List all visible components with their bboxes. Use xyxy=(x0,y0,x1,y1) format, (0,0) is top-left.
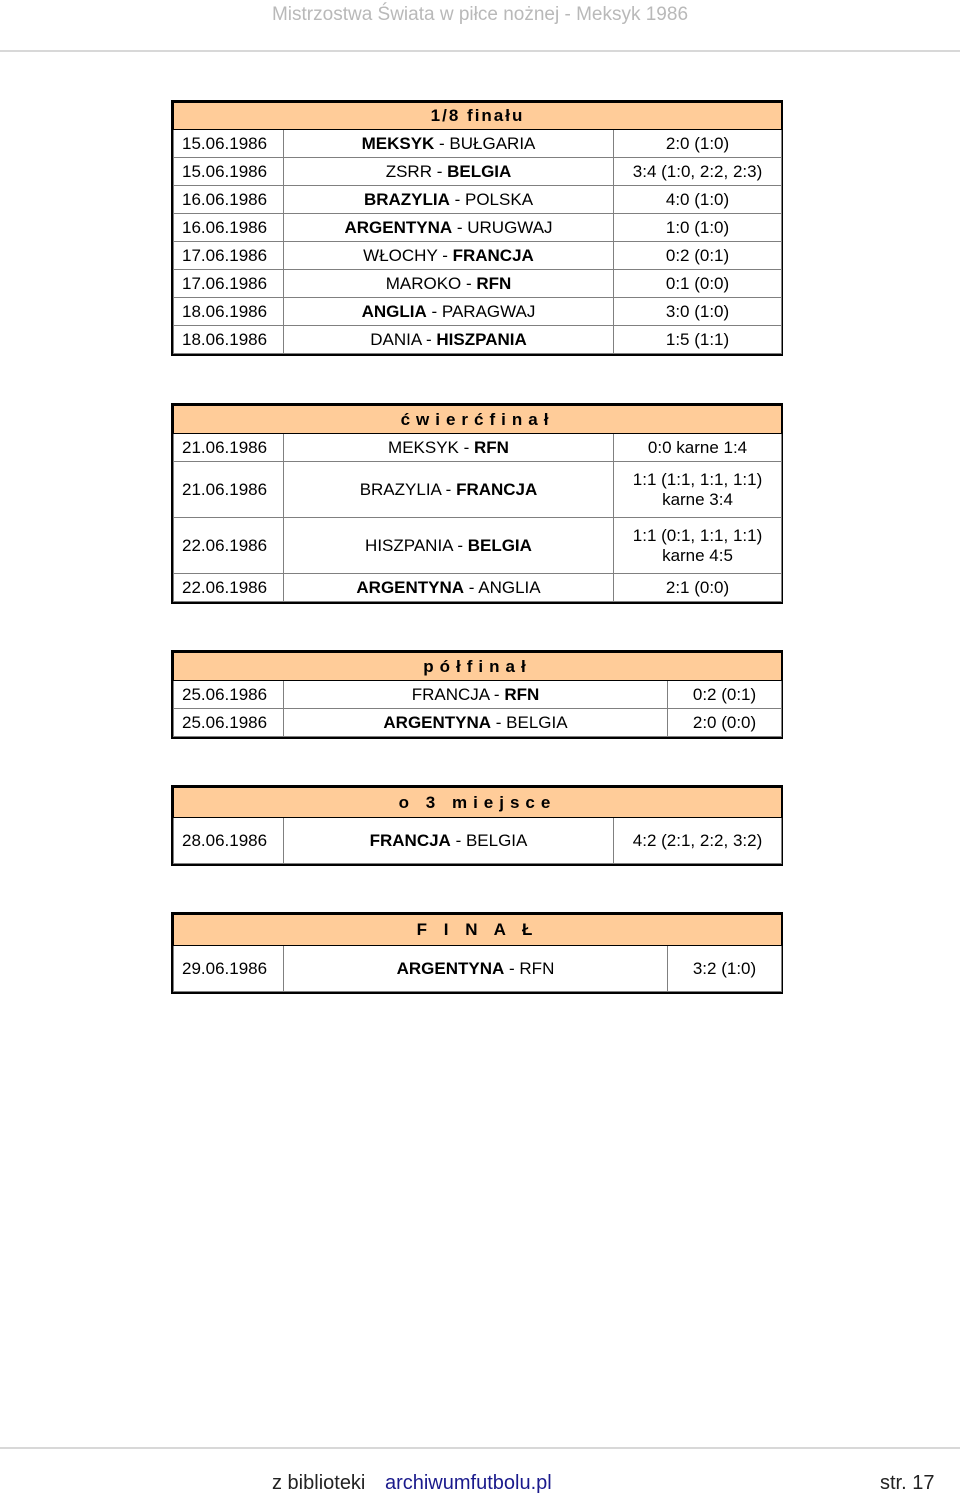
home-team: ARGENTYNA xyxy=(396,958,505,978)
team-separator: - xyxy=(452,217,468,237)
match-result xyxy=(614,270,782,298)
team-separator: - xyxy=(440,479,457,499)
away-team: FRANCJA xyxy=(456,479,538,499)
footer-divider xyxy=(0,1447,960,1449)
result-score: 3:2 (1:0) xyxy=(692,958,757,978)
match-row xyxy=(174,158,782,186)
home-team: BRAZYLIA xyxy=(363,189,450,209)
away-team: FRANCJA xyxy=(452,245,534,265)
round-of-16-table xyxy=(171,100,783,356)
home-team: MAROKO xyxy=(385,273,462,293)
round-of-16-title: 1/8 finału xyxy=(174,103,782,130)
result-score: 0:0 karne 1:4 xyxy=(647,437,748,457)
team-separator: - xyxy=(431,161,448,181)
away-team: RFN xyxy=(474,437,509,457)
home-team: HISZPANIA xyxy=(365,535,453,555)
match-date: 15.06.1986 xyxy=(174,130,284,158)
result-score: 0:2 (0:1) xyxy=(665,245,730,265)
away-team: BUŁGARIA xyxy=(449,133,536,153)
away-team: RFN xyxy=(476,273,512,293)
team-separator: - xyxy=(461,273,477,293)
match-result xyxy=(614,326,782,354)
away-team: ANGLIA xyxy=(478,577,541,597)
match-row xyxy=(174,574,782,602)
team-separator: - xyxy=(437,245,453,265)
team-separator: - xyxy=(452,535,468,555)
match-row xyxy=(174,681,782,709)
match-result xyxy=(614,574,782,602)
match-date: 16.06.1986 xyxy=(174,186,284,214)
match-result xyxy=(614,818,782,864)
result-penalties: karne 3:4 xyxy=(662,489,733,509)
home-team: MEKSYK xyxy=(361,133,435,153)
match-date: 21.06.1986 xyxy=(174,462,284,518)
away-team: BELGIA xyxy=(506,712,568,732)
match-row xyxy=(174,298,782,326)
match-teams xyxy=(284,214,614,242)
match-teams xyxy=(284,130,614,158)
match-result xyxy=(614,158,782,186)
away-team: POLSKA xyxy=(465,189,534,209)
match-result xyxy=(614,462,782,518)
match-teams xyxy=(284,298,614,326)
team-separator: - xyxy=(450,830,466,850)
home-team: WŁOCHY xyxy=(363,245,438,265)
match-date: 22.06.1986 xyxy=(174,518,284,574)
page-header: Mistrzostwa Świata w piłce nożnej - Meksyk 1986 xyxy=(271,4,689,25)
match-result xyxy=(668,681,782,709)
match-row xyxy=(174,214,782,242)
match-result xyxy=(614,242,782,270)
team-separator: - xyxy=(426,301,442,321)
page-number: str. 17 xyxy=(880,1472,935,1494)
match-teams xyxy=(284,434,614,462)
match-teams xyxy=(284,681,668,709)
match-result xyxy=(614,518,782,574)
header-divider xyxy=(0,50,960,52)
match-teams xyxy=(284,946,668,992)
match-date: 25.06.1986 xyxy=(174,681,284,709)
result-score: 2:0 (0:0) xyxy=(692,712,757,732)
match-result xyxy=(614,298,782,326)
team-separator: - xyxy=(504,958,520,978)
final-table xyxy=(171,912,783,994)
match-teams xyxy=(284,462,614,518)
away-team: BELGIA xyxy=(447,161,512,181)
semi-finals-title: półfinał xyxy=(174,653,782,681)
match-teams xyxy=(284,158,614,186)
result-score: 3:4 (1:0, 2:2, 2:3) xyxy=(632,161,763,181)
result-score: 1:5 (1:1) xyxy=(665,329,730,349)
match-date: 29.06.1986 xyxy=(174,946,284,992)
match-row xyxy=(174,818,782,864)
footer-prefix: z biblioteki xyxy=(272,1472,366,1494)
team-separator: - xyxy=(489,684,505,704)
match-teams xyxy=(284,574,614,602)
home-team: BRAZYLIA xyxy=(359,479,441,499)
match-row xyxy=(174,518,782,574)
match-date: 25.06.1986 xyxy=(174,709,284,737)
home-team: ZSRR xyxy=(385,161,432,181)
match-row xyxy=(174,462,782,518)
match-result xyxy=(614,214,782,242)
match-result xyxy=(614,186,782,214)
match-date: 16.06.1986 xyxy=(174,214,284,242)
match-result xyxy=(668,946,782,992)
match-date: 18.06.1986 xyxy=(174,326,284,354)
match-teams xyxy=(284,518,614,574)
match-teams xyxy=(284,818,614,864)
match-teams xyxy=(284,709,668,737)
home-team: DANIA xyxy=(370,329,422,349)
result-score: 4:0 (1:0) xyxy=(665,189,730,209)
match-teams xyxy=(284,242,614,270)
result-score: 1:1 (0:1, 1:1, 1:1) xyxy=(632,525,763,545)
match-date: 21.06.1986 xyxy=(174,434,284,462)
result-score: 2:1 (0:0) xyxy=(665,577,730,597)
team-separator: - xyxy=(434,133,450,153)
match-date: 17.06.1986 xyxy=(174,270,284,298)
match-row xyxy=(174,434,782,462)
team-separator: - xyxy=(464,577,479,597)
quarter-finals-table xyxy=(171,403,783,604)
home-team: FRANCJA xyxy=(411,684,490,704)
team-separator: - xyxy=(449,189,465,209)
match-row xyxy=(174,709,782,737)
match-row xyxy=(174,946,782,992)
result-score: 3:0 (1:0) xyxy=(665,301,730,321)
result-score: 1:0 (1:0) xyxy=(665,217,730,237)
team-separator: - xyxy=(491,712,507,732)
home-team: MEKSYK xyxy=(388,437,459,457)
match-teams xyxy=(284,326,614,354)
match-date: 22.06.1986 xyxy=(174,574,284,602)
team-separator: - xyxy=(421,329,437,349)
match-teams xyxy=(284,186,614,214)
home-team: ARGENTYNA xyxy=(356,577,465,597)
semi-finals-table xyxy=(171,650,783,739)
final-title: F I N A Ł xyxy=(174,915,782,946)
result-score: 2:0 (1:0) xyxy=(665,133,730,153)
match-row xyxy=(174,186,782,214)
match-teams xyxy=(284,270,614,298)
away-team: RFN xyxy=(504,684,540,704)
home-team: ARGENTYNA xyxy=(344,217,453,237)
result-score: 1:1 (1:1, 1:1, 1:1) xyxy=(632,469,763,489)
match-date: 17.06.1986 xyxy=(174,242,284,270)
home-team: ANGLIA xyxy=(361,301,427,321)
match-row xyxy=(174,326,782,354)
match-result xyxy=(614,434,782,462)
match-row xyxy=(174,130,782,158)
match-row xyxy=(174,270,782,298)
away-team: RFN xyxy=(519,958,555,978)
match-date: 18.06.1986 xyxy=(174,298,284,326)
footer-source xyxy=(272,1472,552,1495)
match-result xyxy=(614,130,782,158)
away-team: URUGWAJ xyxy=(467,217,553,237)
footer-site-link[interactable]: archiwumfutbolu.pl xyxy=(384,1472,552,1494)
home-team: ARGENTYNA xyxy=(383,712,492,732)
match-row xyxy=(174,242,782,270)
third-place-title: o 3 miejsce xyxy=(174,788,782,818)
away-team: BELGIA xyxy=(465,830,528,850)
away-team: PARAGWAJ xyxy=(441,301,536,321)
away-team: HISZPANIA xyxy=(436,329,527,349)
team-separator: - xyxy=(458,437,474,457)
result-penalties: karne 4:5 xyxy=(662,545,733,565)
third-place-table xyxy=(171,785,783,866)
match-date: 28.06.1986 xyxy=(174,818,284,864)
result-score: 4:2 (2:1, 2:2, 3:2) xyxy=(632,830,763,850)
match-date: 15.06.1986 xyxy=(174,158,284,186)
match-result xyxy=(668,709,782,737)
result-score: 0:1 (0:0) xyxy=(665,273,730,293)
away-team: BELGIA xyxy=(467,535,532,555)
home-team: FRANCJA xyxy=(369,830,451,850)
result-score: 0:2 (0:1) xyxy=(692,684,757,704)
quarter-finals-title: ćwierćfinał xyxy=(174,406,782,434)
